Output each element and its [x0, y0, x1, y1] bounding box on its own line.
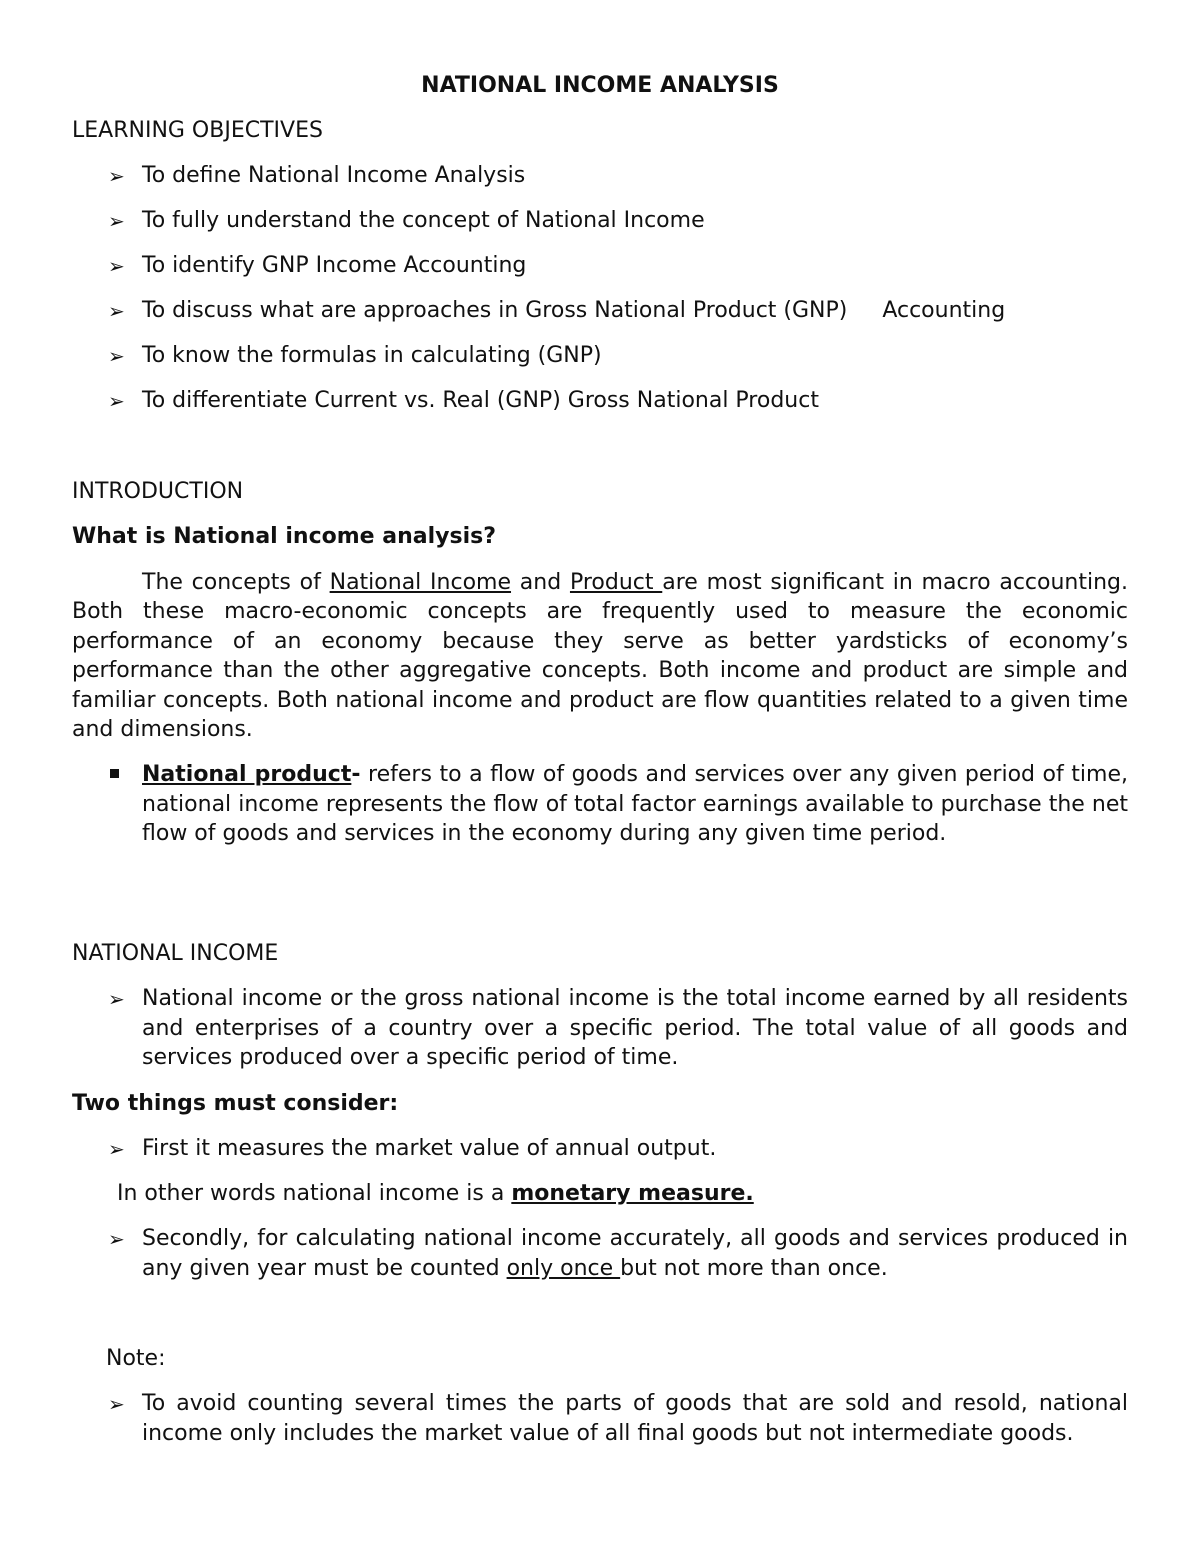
count-once-item: Secondly, for calculating national income accurately, all goods and services produced in any given year must be counted only once but not more than once.: [142, 1226, 1128, 1281]
arrowhead-bullet-icon: ➢: [108, 1227, 125, 1251]
national-income-heading: NATIONAL INCOME: [72, 941, 279, 966]
arrowhead-bullet-icon: ➢: [108, 389, 125, 413]
introduction-heading: INTRODUCTION: [72, 479, 244, 504]
arrowhead-bullet-icon: ➢: [108, 1137, 125, 1161]
arrowhead-bullet-icon: ➢: [108, 209, 125, 233]
national-income-definition: National income or the gross national income is the total income earned by all residents and enterprises of a country over a specific period. The total value of all goods and services produced over a specific period of time.: [142, 986, 1128, 1071]
monetary-measure-term: monetary measure.: [511, 1181, 754, 1206]
arrowhead-bullet-icon: ➢: [108, 299, 125, 323]
arrowhead-bullet-icon: ➢: [108, 987, 125, 1011]
national-income-term: National Income: [329, 570, 512, 595]
section-question: What is National income analysis?: [72, 524, 496, 549]
only-once-term: only once: [506, 1255, 621, 1281]
national-product-definition: National product- refers to a flow of goods and services over any given period of time, national income represents the flow of total factor earnings available to purchase the net flow of goods and services in the economy during any given time period.: [142, 762, 1128, 847]
monetary-measure-line: In other words national income is a monetary measure.: [117, 1181, 754, 1206]
note-label: Note:: [106, 1346, 166, 1371]
arrowhead-bullet-icon: ➢: [108, 1392, 125, 1416]
learning-objectives-heading: LEARNING OBJECTIVES: [72, 118, 323, 143]
arrowhead-bullet-icon: ➢: [108, 344, 125, 368]
arrowhead-bullet-icon: ➢: [108, 254, 125, 278]
product-term: Product: [569, 570, 663, 595]
note-item: To avoid counting several times the parts of goods that are sold and resold, national income only includes the market value of all final goods but not intermediate goods.: [142, 1391, 1128, 1446]
arrowhead-bullet-icon: ➢: [108, 164, 125, 188]
consider-heading: Two things must consider:: [72, 1091, 399, 1116]
document-title: NATIONAL INCOME ANALYSIS: [421, 73, 779, 98]
square-bullet-icon: [110, 769, 119, 778]
national-product-term: National product: [142, 762, 352, 787]
introduction-paragraph: The concepts of National Income and Product are most significant in macro accounting. Both these macro-economic concepts are frequently used to measure the economic performance of an economy because they serve as better yardsticks of economy’s performance than the other aggregative concepts. Both income and product are simple and familiar concepts. Both national income and product are flow quantities related to a given time and dimensions.: [72, 570, 1128, 743]
